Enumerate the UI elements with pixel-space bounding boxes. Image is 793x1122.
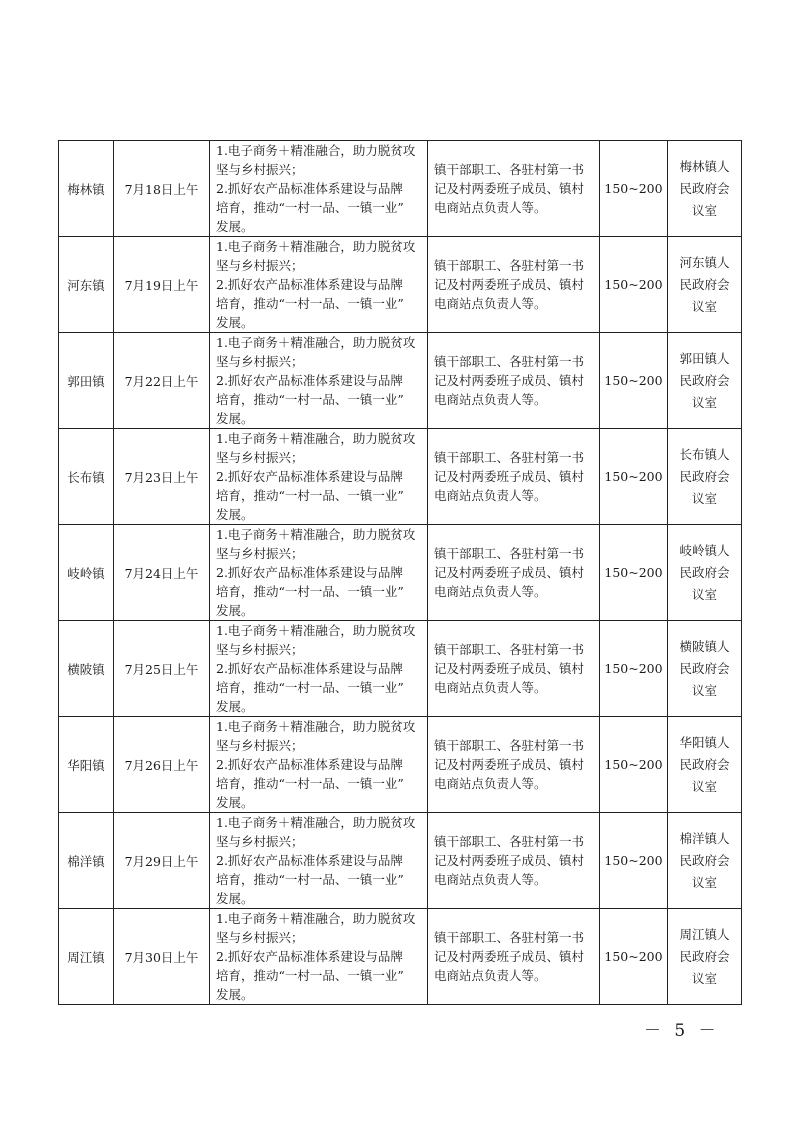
content-cell-line: 培育，推动“一村一品、一镇一业” [216, 584, 404, 599]
page-number: － 5 － [644, 1021, 720, 1041]
attendees-cell-line: 电商站点负责人等。 [434, 680, 547, 695]
venue-cell [668, 717, 742, 813]
content-cell-line: 2.抓好农产品标准体系建设与品牌 [216, 661, 403, 676]
attendees-cell-line: 镇干部职工、各驻村第一书 [434, 834, 585, 849]
attendees-cell-line: 电商站点负责人等。 [434, 776, 547, 791]
venue-cell [668, 525, 742, 621]
content-cell-line: 2.抓好农产品标准体系建设与品牌 [216, 565, 403, 580]
venue-cell-line: 议室 [691, 586, 717, 602]
content-cell-line: 坚与乡村振兴； [216, 930, 304, 945]
attendees-cell [428, 141, 600, 237]
content-cell-line: 1.电子商务＋精准融合，助力脱贫攻 [216, 719, 416, 734]
content-cell-line: 培育，推动“一村一品、一镇一业” [216, 392, 404, 407]
venue-cell-line: 民政府会 [679, 468, 730, 484]
attendees-cell-line: 镇干部职工、各驻村第一书 [434, 546, 585, 561]
headcount-cell: 150~200 [600, 141, 668, 237]
content-cell-line: 培育，推动“一村一品、一镇一业” [216, 968, 404, 983]
content-cell [210, 525, 428, 621]
attendees-cell [428, 621, 600, 717]
venue-cell [668, 333, 742, 429]
content-cell-line: 2.抓好农产品标准体系建设与品牌 [216, 853, 403, 868]
content-cell-line: 培育，推动“一村一品、一镇一业” [216, 680, 404, 695]
attendees-cell-line: 电商站点负责人等。 [434, 200, 547, 215]
attendees-cell [428, 525, 600, 621]
headcount-cell: 150~200 [600, 525, 668, 621]
content-cell-line: 培育，推动“一村一品、一镇一业” [216, 296, 404, 311]
content-cell-line: 2.抓好农产品标准体系建设与品牌 [216, 757, 403, 772]
content-cell-line: 2.抓好农产品标准体系建设与品牌 [216, 373, 403, 388]
content-cell-line: 发展。 [216, 699, 254, 714]
attendees-cell-line: 镇干部职工、各驻村第一书 [434, 738, 585, 753]
content-cell-line: 2.抓好农产品标准体系建设与品牌 [216, 181, 403, 196]
content-cell [210, 429, 428, 525]
attendees-cell-line: 电商站点负责人等。 [434, 872, 547, 887]
attendees-cell-line: 记及村两委班子成员、镇村 [434, 661, 585, 676]
table-row [59, 621, 742, 717]
content-cell [210, 333, 428, 429]
content-cell-line: 发展。 [216, 507, 254, 522]
date-cell: 7月24日上午 [114, 525, 210, 621]
town-cell: 横陂镇 [59, 621, 114, 717]
content-cell-line: 1.电子商务＋精准融合，助力脱贫攻 [216, 623, 416, 638]
venue-cell-line: 民政府会 [679, 756, 730, 772]
headcount-cell: 150~200 [600, 237, 668, 333]
venue-cell-line: 华阳镇人 [679, 734, 730, 750]
venue-cell-line: 河东镇人 [679, 254, 730, 270]
venue-cell-line: 议室 [691, 682, 717, 698]
attendees-cell-line: 电商站点负责人等。 [434, 584, 547, 599]
attendees-cell-line: 记及村两委班子成员、镇村 [434, 277, 585, 292]
content-cell-line: 发展。 [216, 411, 254, 426]
table-row [59, 333, 742, 429]
venue-cell-line: 郭田镇人 [679, 350, 730, 366]
schedule-table [58, 140, 742, 1005]
table-row [59, 813, 742, 909]
venue-cell [668, 429, 742, 525]
content-cell-line: 1.电子商务＋精准融合，助力脱贫攻 [216, 431, 416, 446]
venue-cell [668, 813, 742, 909]
town-cell: 郭田镇 [59, 333, 114, 429]
venue-cell-line: 民政府会 [679, 660, 730, 676]
attendees-cell-line: 镇干部职工、各驻村第一书 [434, 258, 585, 273]
attendees-cell [428, 333, 600, 429]
town-cell: 岐岭镇 [59, 525, 114, 621]
attendees-cell-line: 电商站点负责人等。 [434, 296, 547, 311]
content-cell-line: 1.电子商务＋精准融合，助力脱贫攻 [216, 911, 416, 926]
date-cell: 7月26日上午 [114, 717, 210, 813]
date-cell: 7月18日上午 [114, 141, 210, 237]
headcount-cell: 150~200 [600, 813, 668, 909]
headcount-cell: 150~200 [600, 909, 668, 1005]
attendees-cell-line: 记及村两委班子成员、镇村 [434, 757, 585, 772]
content-cell-line: 发展。 [216, 315, 254, 330]
content-cell-line: 发展。 [216, 891, 254, 906]
venue-cell-line: 民政府会 [679, 276, 730, 292]
town-cell: 河东镇 [59, 237, 114, 333]
content-cell-line: 培育，推动“一村一品、一镇一业” [216, 776, 404, 791]
content-cell-line: 1.电子商务＋精准融合，助力脱贫攻 [216, 143, 416, 158]
schedule-table-body [59, 141, 742, 1005]
content-cell [210, 717, 428, 813]
attendees-cell-line: 记及村两委班子成员、镇村 [434, 949, 585, 964]
venue-cell-line: 议室 [691, 394, 717, 410]
attendees-cell-line: 镇干部职工、各驻村第一书 [434, 162, 585, 177]
date-cell: 7月23日上午 [114, 429, 210, 525]
venue-cell-line: 周江镇人 [679, 926, 730, 942]
headcount-cell: 150~200 [600, 621, 668, 717]
venue-cell-line: 议室 [691, 874, 717, 890]
venue-cell-line: 横陂镇人 [679, 638, 730, 654]
content-cell-line: 坚与乡村振兴； [216, 258, 304, 273]
table-row [59, 909, 742, 1005]
town-cell: 梅林镇 [59, 141, 114, 237]
venue-cell-line: 议室 [691, 490, 717, 506]
content-cell-line: 培育，推动“一村一品、一镇一业” [216, 200, 404, 215]
content-cell-line: 2.抓好农产品标准体系建设与品牌 [216, 469, 403, 484]
venue-cell-line: 棉洋镇人 [679, 830, 730, 846]
venue-cell-line: 长布镇人 [679, 446, 730, 462]
attendees-cell [428, 237, 600, 333]
content-cell-line: 2.抓好农产品标准体系建设与品牌 [216, 277, 403, 292]
venue-cell-line: 民政府会 [679, 564, 730, 580]
content-cell-line: 坚与乡村振兴； [216, 642, 304, 657]
content-cell-line: 1.电子商务＋精准融合，助力脱贫攻 [216, 527, 416, 542]
content-cell-line: 2.抓好农产品标准体系建设与品牌 [216, 949, 403, 964]
venue-cell-line: 民政府会 [679, 372, 730, 388]
content-cell-line: 坚与乡村振兴； [216, 450, 304, 465]
venue-cell-line: 民政府会 [679, 852, 730, 868]
attendees-cell-line: 镇干部职工、各驻村第一书 [434, 450, 585, 465]
date-cell: 7月19日上午 [114, 237, 210, 333]
attendees-cell [428, 717, 600, 813]
content-cell [210, 909, 428, 1005]
attendees-cell-line: 电商站点负责人等。 [434, 968, 547, 983]
content-cell-line: 发展。 [216, 987, 254, 1002]
table-row [59, 717, 742, 813]
content-cell [210, 813, 428, 909]
content-cell-line: 坚与乡村振兴； [216, 546, 304, 561]
content-cell [210, 237, 428, 333]
attendees-cell-line: 电商站点负责人等。 [434, 392, 547, 407]
venue-cell-line: 岐岭镇人 [679, 542, 730, 558]
attendees-cell-line: 记及村两委班子成员、镇村 [434, 853, 585, 868]
venue-cell-line: 议室 [691, 298, 717, 314]
town-cell: 长布镇 [59, 429, 114, 525]
table-row [59, 525, 742, 621]
table-row [59, 141, 742, 237]
headcount-cell: 150~200 [600, 429, 668, 525]
attendees-cell [428, 429, 600, 525]
venue-cell-line: 议室 [691, 778, 717, 794]
attendees-cell [428, 813, 600, 909]
attendees-cell-line: 记及村两委班子成员、镇村 [434, 469, 585, 484]
content-cell-line: 坚与乡村振兴； [216, 354, 304, 369]
venue-cell-line: 梅林镇人 [679, 158, 730, 174]
attendees-cell-line: 镇干部职工、各驻村第一书 [434, 930, 585, 945]
venue-cell-line: 议室 [691, 202, 717, 218]
venue-cell [668, 621, 742, 717]
content-cell-line: 发展。 [216, 219, 254, 234]
town-cell: 周江镇 [59, 909, 114, 1005]
date-cell: 7月30日上午 [114, 909, 210, 1005]
venue-cell-line: 民政府会 [679, 180, 730, 196]
content-cell-line: 培育，推动“一村一品、一镇一业” [216, 872, 404, 887]
date-cell: 7月25日上午 [114, 621, 210, 717]
content-cell-line: 1.电子商务＋精准融合，助力脱贫攻 [216, 335, 416, 350]
content-cell [210, 621, 428, 717]
town-cell: 华阳镇 [59, 717, 114, 813]
venue-cell-line: 议室 [691, 970, 717, 986]
content-cell-line: 坚与乡村振兴； [216, 162, 304, 177]
content-cell-line: 1.电子商务＋精准融合，助力脱贫攻 [216, 815, 416, 830]
venue-cell-line: 民政府会 [679, 948, 730, 964]
attendees-cell-line: 电商站点负责人等。 [434, 488, 547, 503]
content-cell-line: 坚与乡村振兴； [216, 834, 304, 849]
content-cell-line: 发展。 [216, 795, 254, 810]
attendees-cell-line: 记及村两委班子成员、镇村 [434, 181, 585, 196]
headcount-cell: 150~200 [600, 333, 668, 429]
date-cell: 7月29日上午 [114, 813, 210, 909]
content-cell-line: 坚与乡村振兴； [216, 738, 304, 753]
venue-cell [668, 909, 742, 1005]
content-cell-line: 1.电子商务＋精准融合，助力脱贫攻 [216, 239, 416, 254]
attendees-cell-line: 记及村两委班子成员、镇村 [434, 565, 585, 580]
town-cell: 棉洋镇 [59, 813, 114, 909]
attendees-cell-line: 镇干部职工、各驻村第一书 [434, 642, 585, 657]
date-cell: 7月22日上午 [114, 333, 210, 429]
attendees-cell-line: 记及村两委班子成员、镇村 [434, 373, 585, 388]
venue-cell [668, 141, 742, 237]
attendees-cell [428, 909, 600, 1005]
content-cell-line: 发展。 [216, 603, 254, 618]
attendees-cell-line: 镇干部职工、各驻村第一书 [434, 354, 585, 369]
table-row [59, 237, 742, 333]
content-cell [210, 141, 428, 237]
headcount-cell: 150~200 [600, 717, 668, 813]
content-cell-line: 培育，推动“一村一品、一镇一业” [216, 488, 404, 503]
table-row [59, 429, 742, 525]
venue-cell [668, 237, 742, 333]
